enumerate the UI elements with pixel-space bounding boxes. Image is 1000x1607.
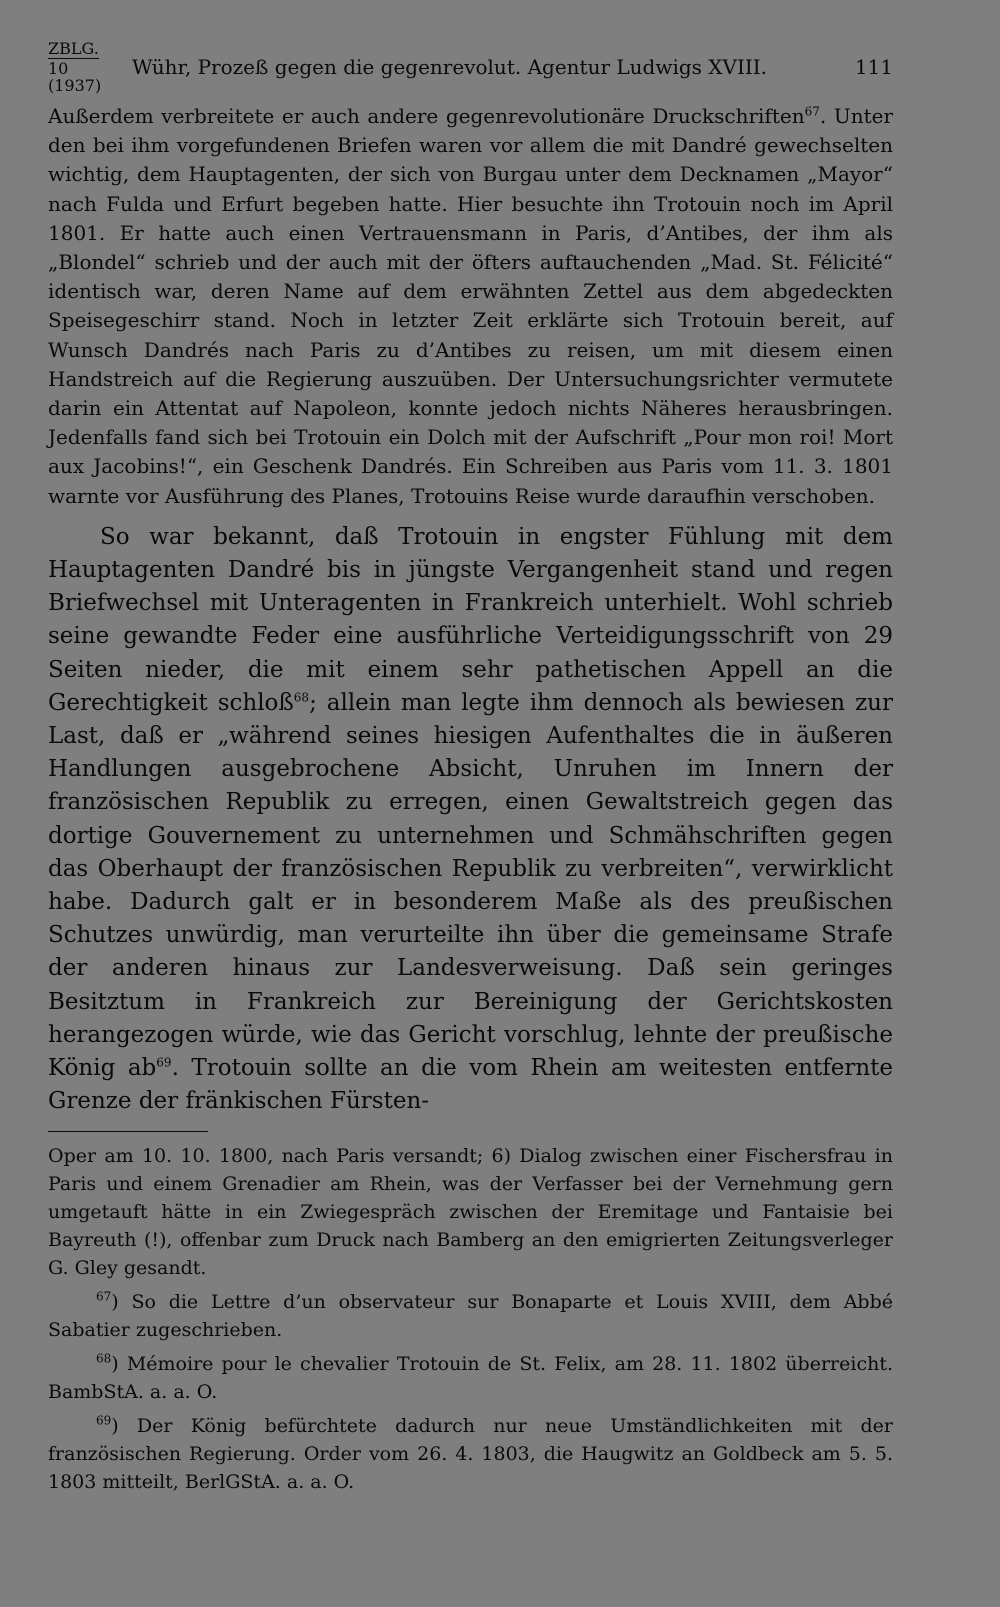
footnote-number-69: 69 [96,1413,112,1428]
paragraph-1-text-b: . Unter den bei ihm vorgefundenen Briefen waren vor allem die mit Dandré gewechselten wichtig, dem Hauptagenten, der sich von Burgau unter dem Decknamen „Mayor“ nach Fulda und Erfurt begeben hatte. Hier besuchte ihn Trotouin noch im April 1801. Er hatte auch einen Vertrauensmann in Paris, d’Antibes, der ihm als „Blondel“ schrieb und der auch mit der öfters auftauchenden „Mad. St. Félicité“ identisch war, deren Name auf dem erwähnten Zettel aus dem abgedeckten Speisegeschirr stand. Noch in letzter Zeit erklärte sich Trotouin bereit, auf Wunsch Dandrés nach Paris zu d’Antibes zu reisen, um mit diesem einen Handstreich auf die Regierung auszuüben. Der Untersuchungsrichter vermutete darin ein Attentat auf Napoleon, konnte jedoch nichts Näheres herausbringen. Jedenfalls fand sich bei Trotouin ein Dolch mit der Aufschrift „Pour mon roi! Mort aux Jacobins!“, ein Geschenk Dandrés. Ein Schreiben aus Paris vom 11. 3. 1801 warnte vor Ausführung des Planes, Trotouins Reise wurde daraufhin verschoben. [48,104,894,508]
journal-abbreviation: ZBLG. [48,39,99,58]
footnote-continuation: Oper am 10. 10. 1800, nach Paris versandt; 6) Dialog zwischen einer Fischersfrau in Paris und einem Grenadier am Rhein, was der Verfasser bei der Vernehmung gern umgetauft hätte in ein Zwiegespräch zwischen der Eremitage und Fantaisie bei Bayreuth (!), offenbar zum Druck nach Bamberg an den emigrierten Zeitungsverleger G. Gley gesandt. [48,1144,893,1279]
paragraph-2-text-a: So war bekannt, daß Trotouin in engster Fühlung mit dem Hauptagenten Dandré bis in jüngste Vergangenheit stand und regen Briefwechsel mit Unteragenten in Frankreich unterhielt. Wohl schrieb seine gewandte Feder eine ausführliche Verteidigungsschrift von 29 Seiten nieder, die mit einem sehr pathetischen Appell an die Gerechtigkeit schloß [48,523,893,716]
running-title: Wühr, Prozeß gegen die gegenrevolut. Agentur Ludwigs XVIII. [132,55,768,79]
footnote-text-67: ) So die Lettre d’un observateur sur Bonaparte et Louis XVIII, dem Abbé Sabatier zugeschrieben. [48,1290,893,1341]
footnote-divider [48,1131,208,1132]
paragraph-2-text-b: ; allein man legte ihm dennoch als bewiesen zur Last, daß er „während seines hiesigen Aufenthaltes die in äußeren Handlungen ausgebrochene Absicht, Unruhen im Innern der französischen Republik zu erregen, einen Gewaltstreich gegen das dortige Gouvernement zu unternehmen und Schmähschriften gegen das Oberhaupt der französischen Republik zu verbreiten“, verwirklicht habe. Dadurch galt er in besonderem Maße als des preußischen Schutzes unwürdig, man verurteilte ihn über die gemeinsame Strafe der anderen hinaus zur Landesverweisung. Daß sein geringes Besitztum in Frankreich zur Bereinigung der Gerichtskosten herangezogen würde, wie das Gericht vorschlug, lehnte der preußische König ab [48,689,893,1082]
footnote-69 [48,1412,893,1496]
footnote-ref-69: 69 [156,1055,172,1070]
journal-volume: 10 (1937) [48,59,102,95]
footnote-ref-67: 67 [804,104,820,119]
journal-reference [48,40,120,94]
footnote-text-68: ) Mémoire pour le chevalier Trotouin de St. Felix, am 28. 11. 1802 überreicht. BambStA. a. a. O. [48,1352,893,1403]
footnote-number-68: 68 [96,1351,112,1366]
book-page [48,40,893,1496]
footnote-67 [48,1288,893,1344]
paragraph-2 [48,521,893,1119]
paragraph-2-text-c: . Trotouin sollte an die vom Rhein am weitesten entfernte Grenze der fränkischen Fürsten- [48,1055,893,1115]
page-header [48,40,893,102]
paragraph-1 [48,102,893,511]
footnote-text-69: ) Der König befürchtete dadurch nur neue Umständlichkeiten mit der französischen Regierung. Order vom 26. 4. 1803, die Haugwitz an Goldbeck am 5. 5. 1803 mitteilt, BerlGStA. a. a. O. [48,1414,893,1493]
footnote-68 [48,1350,893,1406]
page-number: 111 [854,55,893,79]
paragraph-1-text-a: Außerdem verbreitete er auch andere gegenrevolutionäre Druckschriften [48,104,805,128]
footnote-number-67: 67 [96,1289,112,1304]
footnote-ref-68: 68 [293,690,310,705]
